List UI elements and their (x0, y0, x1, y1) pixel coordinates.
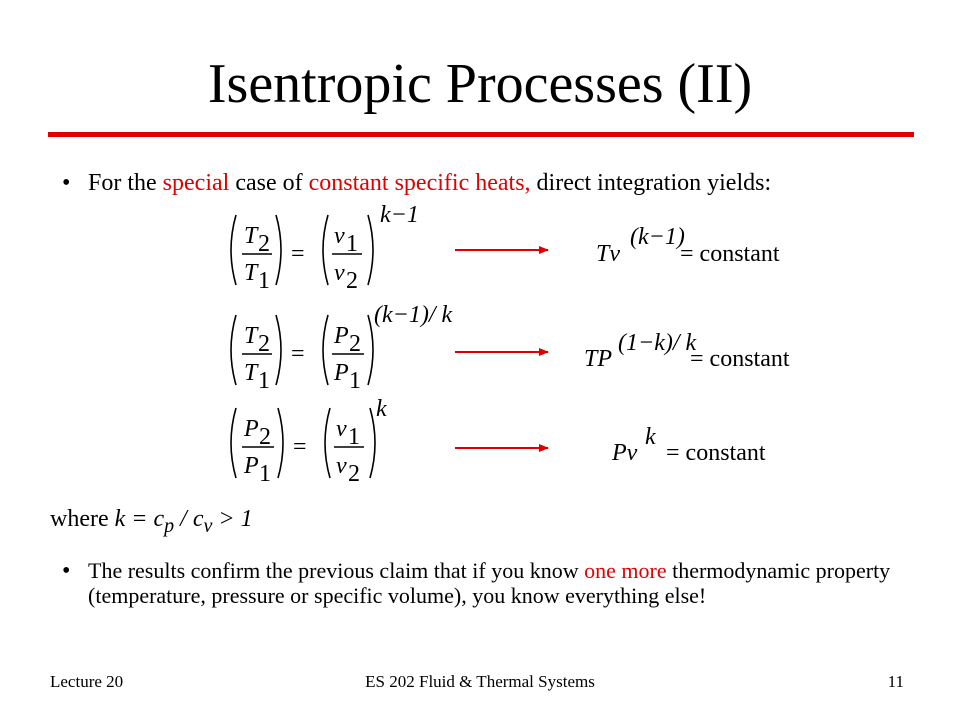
result-tail: = constant (680, 241, 780, 267)
footer-course: ES 202 Fluid & Thermal Systems (365, 672, 595, 691)
where-cv: c (192, 506, 204, 532)
svg-text:=: = (293, 434, 307, 460)
result-exponent: (1−k)/ k (618, 330, 697, 356)
lhs-denominator-sub: 1 (258, 268, 270, 294)
result-tail: = constant (690, 346, 790, 372)
lhs-denominator-sub: 1 (259, 461, 271, 487)
rhs-denominator: v (336, 453, 347, 479)
bullet-marker: • (62, 170, 71, 196)
where-cv-sub: v (203, 514, 213, 537)
bullet-text: The results confirm the previous claim that if you know (88, 558, 585, 583)
result-exponent: (k−1) (630, 224, 685, 250)
highlight-one-more: one more (584, 558, 667, 583)
svg-text:=: = (291, 241, 305, 267)
slide-title: Isentropic Processes (II) (207, 53, 753, 115)
rhs-denominator-sub: 1 (349, 368, 361, 394)
lhs-denominator: T (244, 360, 258, 386)
result-base: TP (584, 346, 613, 372)
exponent: k−1 (380, 202, 419, 228)
svg-text:=: = (291, 341, 305, 367)
where-slash: / (174, 506, 193, 532)
result-exponent: k (645, 424, 656, 450)
equation-row-1 (231, 202, 780, 294)
result-tail: = constant (666, 440, 766, 466)
where-definition (50, 506, 253, 539)
bullet-text: case of (229, 170, 309, 196)
lhs-numerator-sub: 2 (258, 231, 270, 257)
bullet-marker: • (62, 558, 71, 584)
lhs-denominator: P (244, 453, 259, 479)
lhs-denominator: T (244, 260, 258, 286)
bullet-text: For the (88, 170, 163, 196)
highlight-constant-specific-heats: constant specific heats, (308, 170, 531, 196)
rhs-numerator-sub: 1 (348, 424, 360, 450)
rhs-denominator: v (334, 260, 345, 286)
exponent: (k−1)/ k (374, 302, 453, 328)
lhs-numerator-sub: 2 (258, 331, 270, 357)
rhs-denominator: P (334, 360, 349, 386)
highlight-special: special (162, 170, 230, 196)
rhs-numerator-sub: 1 (346, 231, 358, 257)
where-k: k (114, 506, 126, 532)
lhs-denominator-sub: 1 (258, 368, 270, 394)
footer-lecture: Lecture 20 (50, 672, 124, 691)
footer-page-number: 11 (887, 672, 904, 691)
equation-row-2 (231, 302, 790, 394)
rhs-numerator: v (334, 223, 345, 249)
result-base: Tv (596, 241, 620, 267)
lhs-numerator: T (244, 323, 258, 349)
where-cp-sub: p (164, 514, 175, 537)
rhs-numerator: v (336, 416, 347, 442)
bullet-results-confirm (88, 558, 908, 608)
bullet-text: direct integration yields: (530, 170, 772, 196)
equation-row-3 (231, 396, 766, 487)
where-cp: c (153, 506, 165, 532)
rhs-numerator-sub: 2 (349, 331, 361, 357)
where-tail: > 1 (212, 506, 253, 532)
result-base: Pv (612, 440, 638, 466)
exponent: k (376, 396, 387, 422)
where-equals: = (125, 506, 154, 532)
rhs-numerator: P (334, 323, 349, 349)
lhs-numerator: P (244, 416, 259, 442)
where-prefix: where (50, 506, 115, 532)
bullet-text: thermodynamic property (temperature, pressure or specific volume), you know everything else! (88, 558, 891, 608)
rhs-denominator-sub: 2 (348, 461, 360, 487)
rhs-denominator-sub: 2 (346, 268, 358, 294)
lhs-numerator: T (244, 223, 258, 249)
lhs-numerator-sub: 2 (259, 424, 271, 450)
